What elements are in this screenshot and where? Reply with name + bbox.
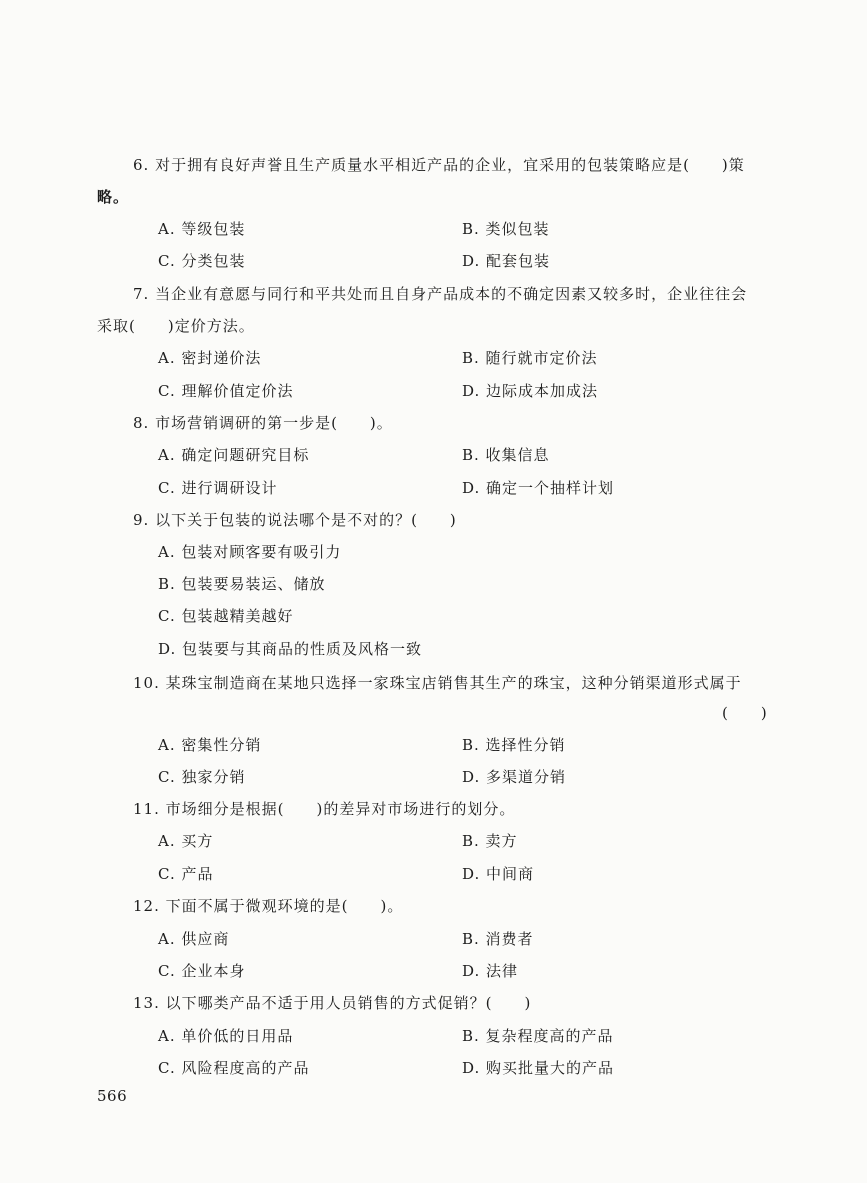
question-13-stem: 13. 以下哪类产品不适于用人员销售的方式促销？( ) xyxy=(133,994,532,1012)
question-7-stem-continued: 采取( )定价方法。 xyxy=(97,317,255,335)
question-8-stem: 8. 市场营销调研的第一步是( )。 xyxy=(133,414,393,432)
question-9-option-b: B. 包装要易装运、储放 xyxy=(158,575,326,593)
question-10-stem: 10. 某珠宝制造商在某地只选择一家珠宝店销售其生产的珠宝，这种分销渠道形式属于 xyxy=(133,674,742,692)
question-11-option-c: C. 产品 xyxy=(158,865,214,883)
question-11-option-d: D. 中间商 xyxy=(462,865,535,883)
question-9-stem: 9. 以下关于包装的说法哪个是不对的？( ) xyxy=(133,511,457,529)
question-6-option-c: C. 分类包装 xyxy=(158,252,246,270)
question-12-option-c: C. 企业本身 xyxy=(158,962,246,980)
question-13-option-b: B. 复杂程度高的产品 xyxy=(462,1027,614,1045)
question-10-option-a: A. 密集性分销 xyxy=(158,736,262,754)
question-6-stem: 6. 对于拥有良好声誉且生产质量水平相近产品的企业，宜采用的包装策略应是( )策 xyxy=(133,156,745,174)
question-11-stem: 11. 市场细分是根据( )的差异对市场进行的划分。 xyxy=(133,800,516,818)
question-9-option-d: D. 包装要与其商品的性质及风格一致 xyxy=(158,640,423,658)
question-10-option-d: D. 多渠道分销 xyxy=(462,768,567,786)
page-number: 566 xyxy=(97,1087,128,1105)
question-7-stem: 7. 当企业有意愿与同行和平共处而且自身产品成本的不确定因素又较多时，企业往往会 xyxy=(133,285,748,303)
question-11-option-a: A. 买方 xyxy=(158,832,214,850)
question-12-option-b: B. 消费者 xyxy=(462,930,534,948)
question-11-option-b: B. 卖方 xyxy=(462,832,518,850)
question-9-option-c: C. 包装越精美越好 xyxy=(158,607,294,625)
question-8-option-d: D. 确定一个抽样计划 xyxy=(462,479,615,497)
question-7-option-a: A. 密封递价法 xyxy=(158,349,262,367)
question-12-option-a: A. 供应商 xyxy=(158,930,230,948)
question-13-option-d: D. 购买批量大的产品 xyxy=(462,1059,615,1077)
question-6-option-b: B. 类似包装 xyxy=(462,220,550,238)
question-10-option-b: B. 选择性分销 xyxy=(462,736,566,754)
question-13-option-c: C. 风险程度高的产品 xyxy=(158,1059,310,1077)
question-9-option-a: A. 包装对顾客要有吸引力 xyxy=(158,543,342,561)
question-7-option-b: B. 随行就市定价法 xyxy=(462,349,598,367)
question-12-stem: 12. 下面不属于微观环境的是( )。 xyxy=(133,897,404,915)
question-8-option-a: A. 确定问题研究目标 xyxy=(158,446,310,464)
question-6-option-d: D. 配套包装 xyxy=(462,252,551,270)
question-7-option-d: D. 边际成本加成法 xyxy=(462,382,599,400)
question-6-stem-continued: 略。 xyxy=(97,188,130,206)
question-10-answer-blank: ( ) xyxy=(722,704,768,722)
question-7-option-c: C. 理解价值定价法 xyxy=(158,382,294,400)
question-13-option-a: A. 单价低的日用品 xyxy=(158,1027,294,1045)
question-6-option-a: A. 等级包装 xyxy=(158,220,246,238)
question-8-option-c: C. 进行调研设计 xyxy=(158,479,278,497)
question-10-option-c: C. 独家分销 xyxy=(158,768,246,786)
question-12-option-d: D. 法律 xyxy=(462,962,519,980)
question-8-option-b: B. 收集信息 xyxy=(462,446,550,464)
